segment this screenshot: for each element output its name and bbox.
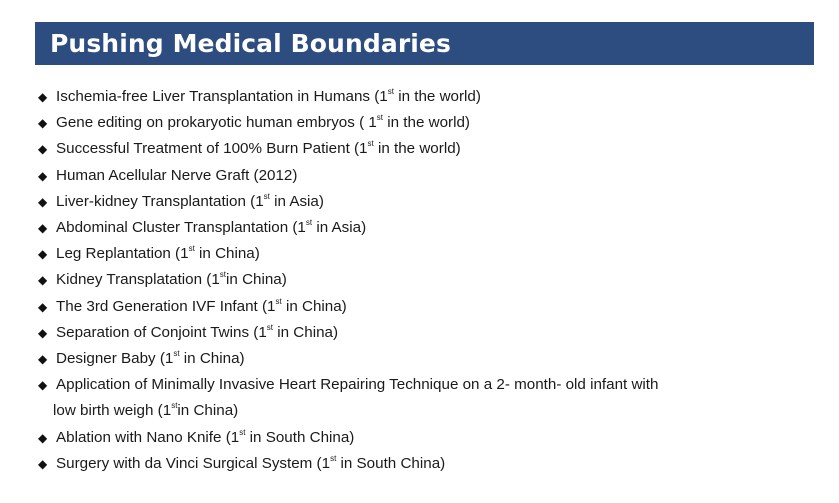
list-item [38,136,818,162]
item-text: Ischemia-free Liver Transplantation in Humans (1 [56,88,388,105]
item-text-tail: in South China) [336,454,446,472]
item-text-tail: in the world) [393,88,481,105]
item-text: Kidney Transplatation (1 [56,271,220,289]
item-text-tail: in China) [194,245,260,263]
diamond-bullet-icon: ◆ [38,299,48,314]
ordinal-suffix: st [171,401,178,411]
list-item [38,84,818,110]
item-text-tail: in China) [179,350,245,368]
item-text-tail: in Asia) [269,192,324,210]
ordinal-suffix: st [219,270,227,280]
ordinal-suffix: st [387,86,394,96]
item-text-tail: in China) [281,297,347,315]
diamond-bullet-icon: ◆ [38,221,48,236]
diamond-bullet-icon: ◆ [38,194,48,209]
list-item [38,425,818,451]
list-item [38,163,818,189]
list-item [38,451,818,477]
diamond-bullet-icon: ◆ [38,352,48,367]
list-item [38,241,818,267]
ordinal-suffix: st [330,453,337,463]
item-text-line2 [53,398,818,424]
diamond-bullet-icon: ◆ [38,142,48,157]
ordinal-suffix: st [263,191,270,201]
diamond-bullet-icon: ◆ [38,378,48,393]
ordinal-suffix: st [173,348,180,358]
list-item [38,110,818,136]
title-banner [35,22,814,65]
item-text-tail: in China) [226,271,287,289]
list-item [38,320,818,346]
item-text-tail: in the world) [383,114,470,132]
ordinal-suffix: st [275,296,282,306]
diamond-bullet-icon: ◆ [38,90,48,104]
achievement-list [38,84,818,477]
diamond-bullet-icon: ◆ [38,325,48,340]
list-item [38,294,818,320]
item-text: Successful Treatment of 100% Burn Patient (1 [56,140,368,158]
diamond-bullet-icon: ◆ [38,430,48,445]
item-text-tail: in China) [177,402,239,420]
item-text-tail: in South China) [245,428,355,446]
list-item [38,267,818,293]
list-item [38,189,818,215]
diamond-bullet-icon: ◆ [38,456,48,471]
ordinal-suffix: st [266,322,274,332]
ordinal-suffix: st [188,244,195,254]
item-text-tail: in Asia) [312,219,367,237]
diamond-bullet-icon: ◆ [38,168,48,183]
ordinal-suffix: st [376,113,384,123]
list-item [38,372,818,424]
item-text-line2-start: low birth weigh (1 [53,402,172,420]
page-title: Pushing Medical Boundaries [50,29,451,58]
item-text: Designer Baby (1 [56,350,174,368]
item-text-tail: in China) [273,323,339,341]
item-text: The 3rd Generation IVF Infant (1 [56,297,276,315]
item-text: Leg Replantation (1 [56,245,189,263]
item-text: Gene editing on prokaryotic human embryos ( 1 [56,114,377,132]
item-text: Separation of Conjoint Twins (1 [56,323,267,341]
item-text: Human Acellular Nerve Graft (2012) [56,166,298,184]
item-text: Liver-kidney Transplantation (1 [56,192,264,210]
diamond-bullet-icon: ◆ [38,273,48,288]
list-item [38,346,818,372]
ordinal-suffix: st [305,217,313,227]
diamond-bullet-icon: ◆ [38,247,48,262]
item-text-tail: in the world) [373,140,461,158]
diamond-bullet-icon: ◆ [38,116,48,131]
item-text: Application of Minimally Invasive Heart Repairing Technique on a 2- month- old infant with [56,376,659,394]
item-text: Abdominal Cluster Transplantation (1 [56,219,306,237]
list-item [38,215,818,241]
item-text: Surgery with da Vinci Surgical System (1 [56,454,331,472]
item-text: Ablation with Nano Knife (1 [56,428,240,446]
ordinal-suffix: st [367,139,374,149]
ordinal-suffix: st [239,427,246,437]
